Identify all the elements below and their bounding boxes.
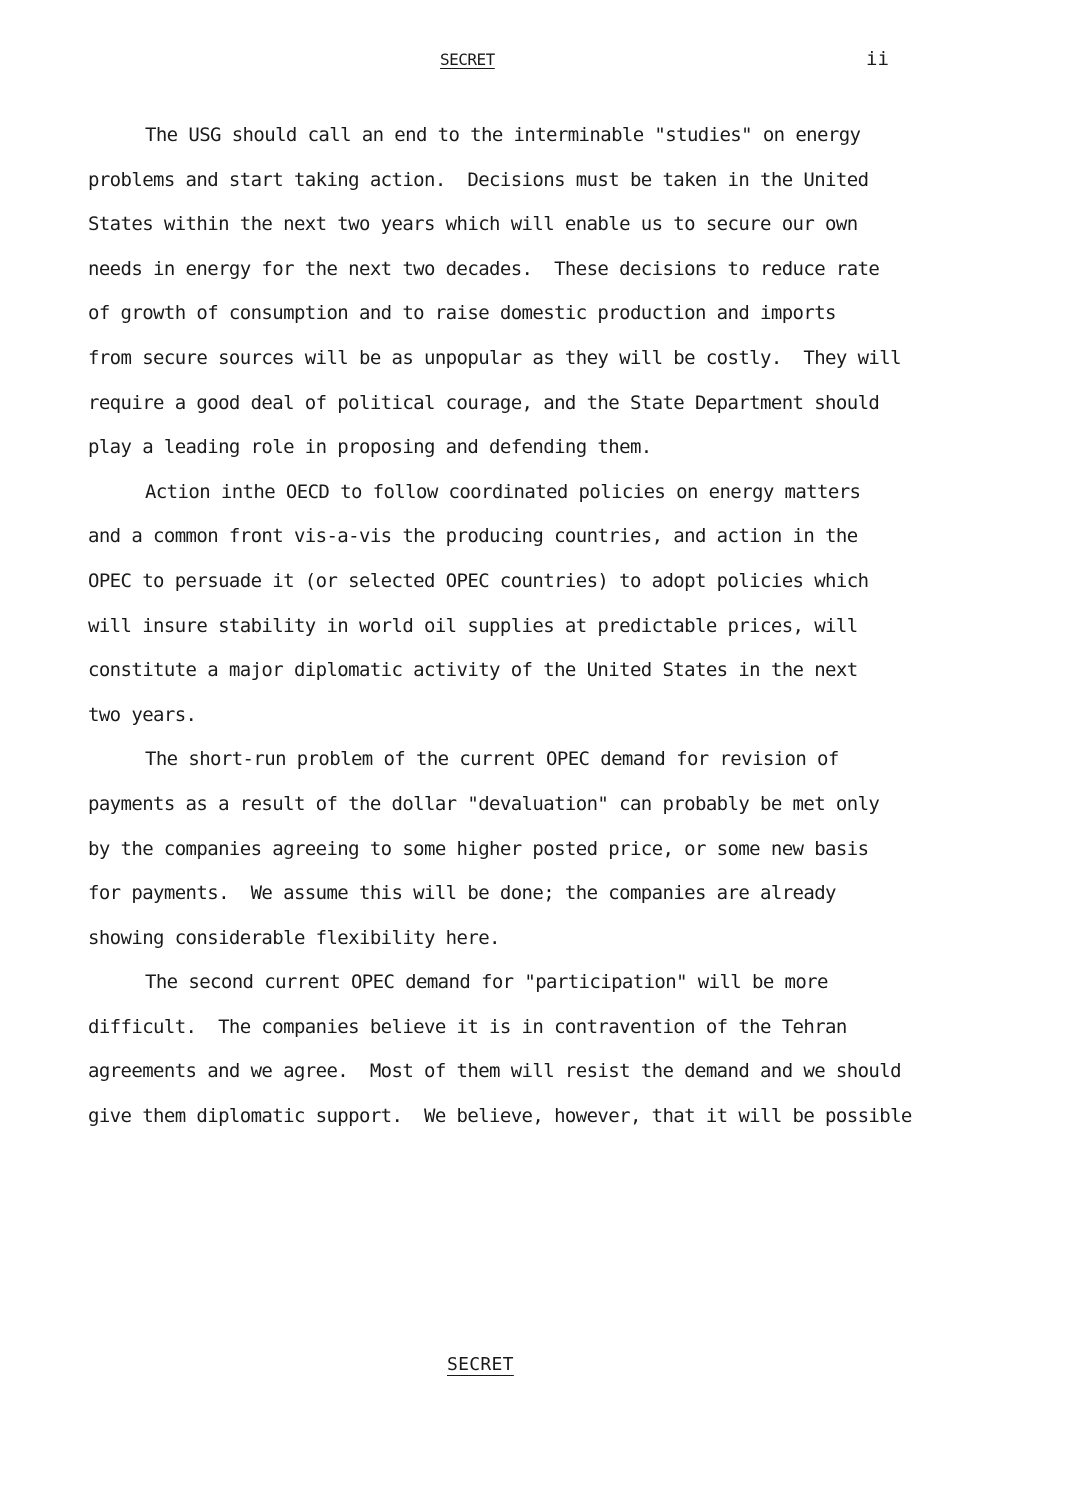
header-classification-marking: SECRET <box>440 50 495 69</box>
text-line: from secure sources will be as unpopular as they will be costly. They will <box>88 346 901 369</box>
text-line: showing considerable flexibility here. <box>88 926 500 949</box>
text-line: problems and start taking action. Decisions must be taken in the United <box>88 168 869 191</box>
text-line: give them diplomatic support. We believe, however, that it will be possible <box>88 1105 912 1128</box>
text-line: The USG should call an end to the interminable "studies" on energy <box>145 124 861 146</box>
text-line: and a common front vis-a-vis the producing countries, and action in the <box>88 525 858 548</box>
text-line: needs in energy for the next two decades. These decisions to reduce rate <box>88 257 880 280</box>
text-line: by the companies agreeing to some higher posted price, or some new basis <box>88 837 869 860</box>
text-line: of growth of consumption and to raise domestic production and imports <box>88 302 836 325</box>
paragraph-short-run-problem <box>88 737 958 960</box>
text-line: payments as a result of the dollar "devaluation" can probably be met only <box>88 792 880 815</box>
paragraph-oecd-opec-action <box>88 470 958 738</box>
text-line: Action inthe OECD to follow coordinated policies on energy matters <box>145 480 861 503</box>
page-number: ii <box>866 48 889 70</box>
text-line: will insure stability in world oil supplies at predictable prices, will <box>88 614 858 637</box>
paragraph-participation-demand <box>88 960 958 1138</box>
text-line: constitute a major diplomatic activity of the United States in the next <box>88 659 858 682</box>
text-line: for payments. We assume this will be done; the companies are already <box>88 882 836 905</box>
text-line: two years. <box>88 703 197 726</box>
paragraph-energy-action <box>88 113 958 470</box>
text-line: agreements and we agree. Most of them will resist the demand and we should <box>88 1060 901 1083</box>
text-line: The short-run problem of the current OPEC demand for revision of <box>145 748 839 771</box>
text-line: States within the next two years which will enable us to secure our own <box>88 213 858 236</box>
text-line: OPEC to persuade it (or selected OPEC countries) to adopt policies which <box>88 569 869 592</box>
document-body <box>88 113 958 1139</box>
text-line: difficult. The companies believe it is in contravention of the Tehran <box>88 1015 847 1038</box>
text-line: play a leading role in proposing and defending them. <box>88 436 652 459</box>
footer-classification-marking: SECRET <box>447 1354 514 1375</box>
text-line: require a good deal of political courage, and the State Department should <box>88 391 880 414</box>
text-line: The second current OPEC demand for "participation" will be more <box>145 971 828 994</box>
